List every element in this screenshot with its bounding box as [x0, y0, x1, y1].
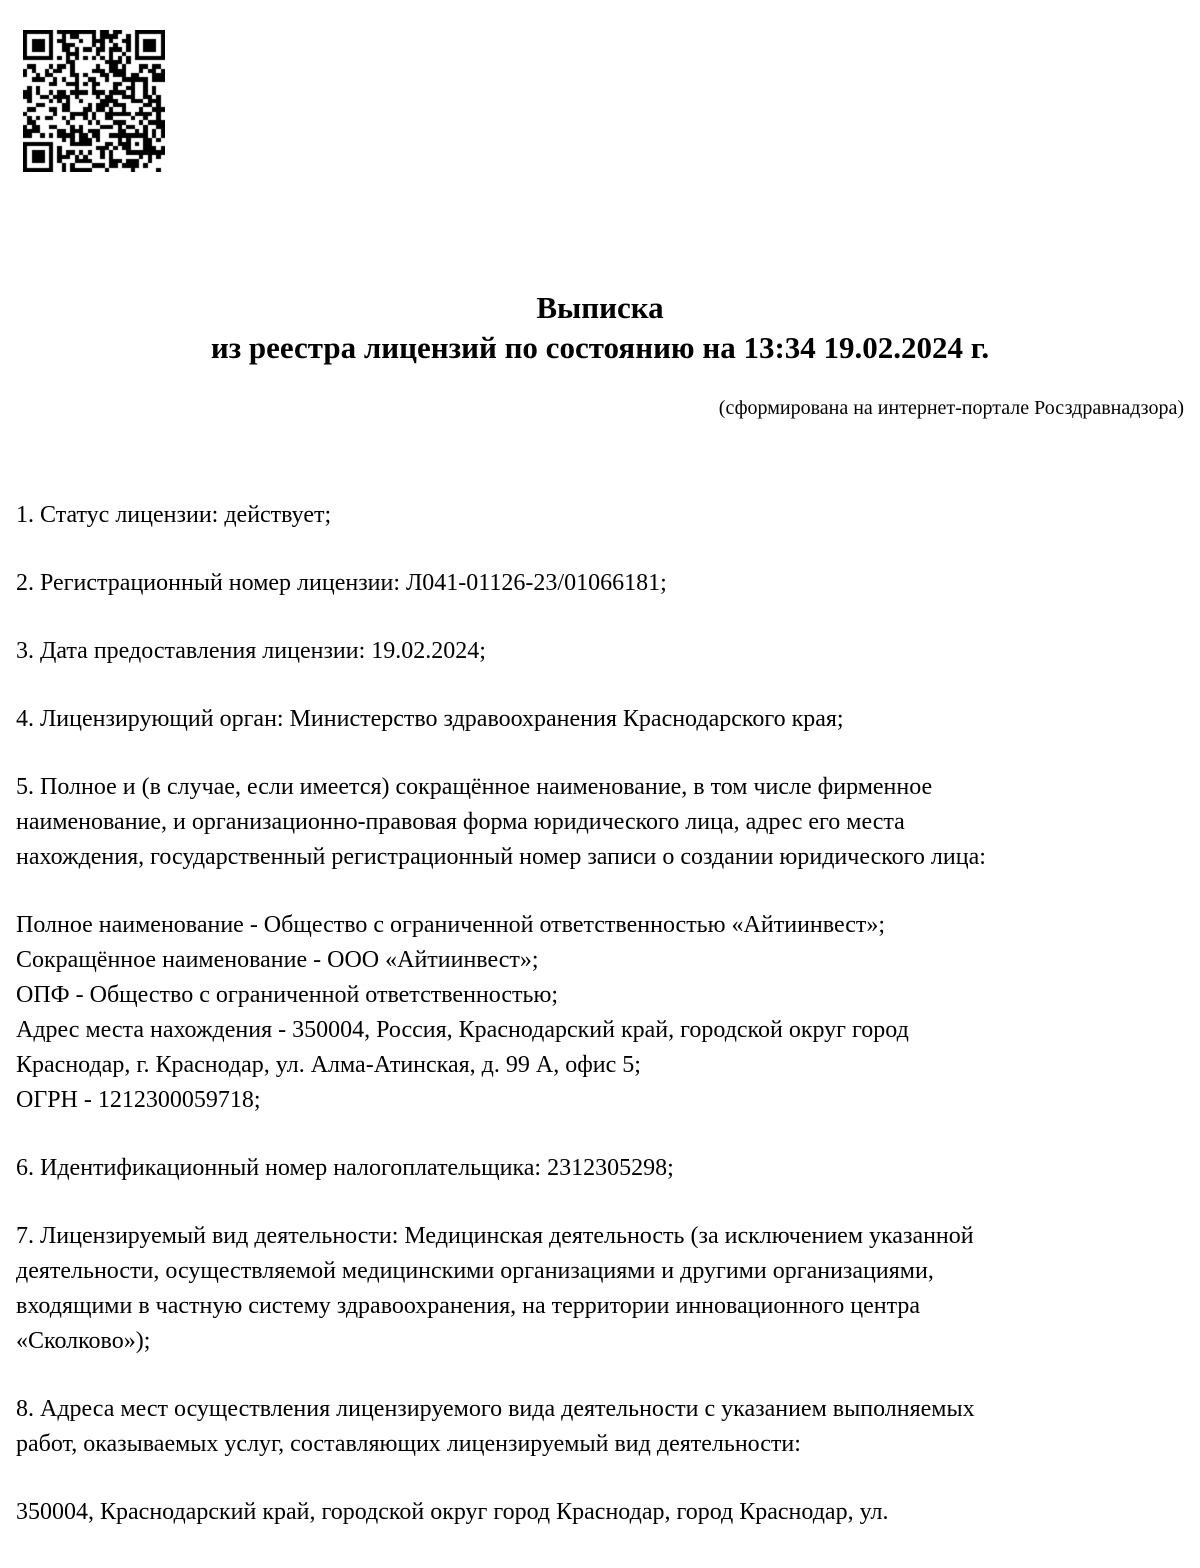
text-line: ОПФ - Общество с ограниченной ответственностью;: [16, 982, 559, 1008]
document-body: [16, 498, 1184, 1530]
paragraph-name-section-heading: [16, 770, 1184, 875]
text-line: 6. Идентификационный номер налогоплательщика: 2312305298;: [16, 1155, 674, 1181]
text-line: Сокращённое наименование - ООО «Айтиинвест»;: [16, 947, 539, 973]
paragraph-grant-date: [16, 634, 1184, 669]
text-line: «Сколково»);: [16, 1328, 151, 1354]
paragraph-license-status: [16, 498, 1184, 533]
page-subtitle: (сформирована на интернет-портале Росздравнадзора): [718, 397, 1184, 419]
text-line: 5. Полное и (в случае, если имеется) сокращённое наименование, в том числе фирменное: [16, 774, 933, 800]
text-line: 4. Лицензирующий орган: Министерство здравоохранения Краснодарского края;: [16, 706, 844, 732]
page-title: [16, 0, 1184, 368]
text-line: Адрес места нахождения - 350004, Россия, Краснодарский край, городской округ город: [16, 1017, 909, 1043]
title-line1: Выписка: [536, 290, 664, 325]
paragraph-taxpayer-number: [16, 1151, 1184, 1186]
paragraph-registration-number: [16, 566, 1184, 601]
text-line: работ, оказываемых услуг, составляющих лицензируемый вид деятельности:: [16, 1431, 801, 1457]
paragraph-activity-address: [16, 1495, 1184, 1530]
text-line: 8. Адреса мест осуществления лицензируемого вида деятельности с указанием выполняемых: [16, 1396, 975, 1422]
text-line: ОГРН - 1212300059718;: [16, 1087, 261, 1113]
text-line: 3. Дата предоставления лицензии: 19.02.2024;: [16, 638, 486, 664]
text-line: входящими в частную систему здравоохранения, на территории инновационного центра: [16, 1293, 921, 1319]
paragraph-addresses-heading: [16, 1392, 1184, 1462]
paragraph-organization-details: [16, 908, 1184, 1118]
text-line: 350004, Краснодарский край, городской округ город Краснодар, город Краснодар, ул.: [16, 1499, 889, 1525]
text-line: наименование, и организационно-правовая форма юридического лица, адрес его места: [16, 809, 905, 835]
text-line: деятельности, осуществляемой медицинскими организациями и другими организациями,: [16, 1258, 934, 1284]
text-line: нахождения, государственный регистрационный номер записи о создании юридического лица:: [16, 844, 986, 870]
title-line2: из реестра лицензий по состоянию на 13:34 19.02.2024 г.: [210, 330, 990, 365]
text-line: 1. Статус лицензии: действует;: [16, 502, 332, 528]
text-line: Полное наименование - Общество с ограниченной ответственностью «Айтиинвест»;: [16, 912, 886, 938]
paragraph-licensing-authority: [16, 702, 1184, 737]
text-line: 2. Регистрационный номер лицензии: Л041-01126-23/01066181;: [16, 570, 667, 596]
qr-code: [23, 30, 165, 172]
paragraph-licensed-activity: [16, 1219, 1184, 1359]
text-line: 7. Лицензируемый вид деятельности: Медицинская деятельность (за исключением указанной: [16, 1223, 974, 1249]
text-line: Краснодар, г. Краснодар, ул. Алма-Атинская, д. 99 А, офис 5;: [16, 1052, 641, 1078]
